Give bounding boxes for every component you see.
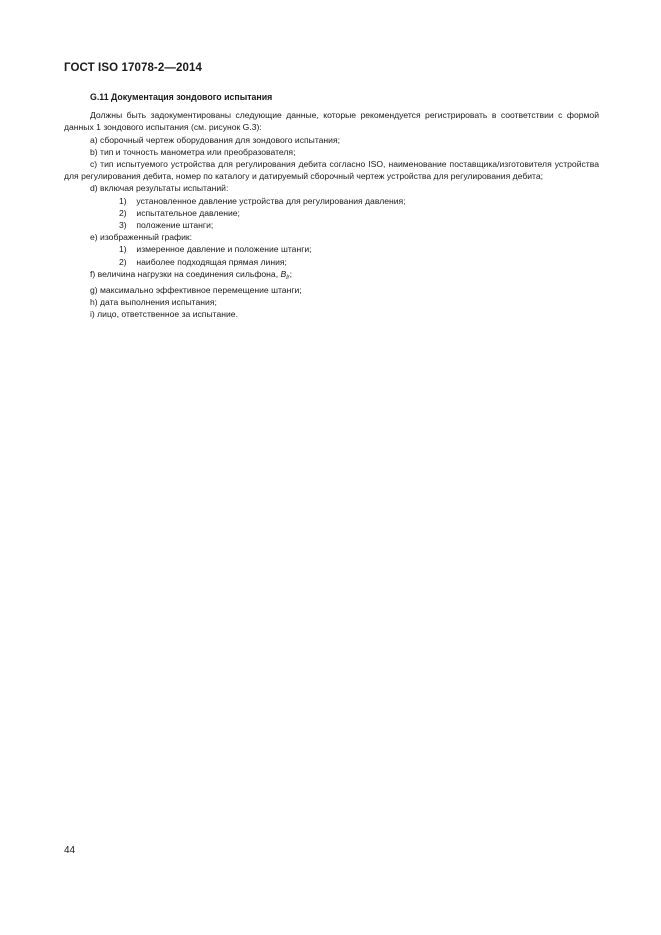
list-item-b: b) тип и точность манометра или преобразователя;	[90, 146, 296, 157]
page-number: 44	[64, 845, 76, 856]
list-item-e: e) изображенный график:	[90, 232, 193, 243]
list-subitem-e2: 2) наиболее подходящая прямая линия;	[119, 256, 287, 267]
section-g11	[64, 91, 599, 321]
list-item-a: a) сборочный чертеж оборудования для зондового испытания;	[90, 134, 341, 145]
list-item-i: i) лицо, ответственное за испытание.	[90, 309, 238, 320]
list-item-d: d) включая результаты испытаний:	[90, 183, 229, 194]
document-header: ГОСТ ISO 17078-2—2014	[64, 62, 202, 74]
bellows-load-subscript: lr	[286, 274, 290, 281]
section-title: G.11 Документация зондового испытания	[90, 92, 273, 102]
list-item-h: h) дата выполнения испытания;	[90, 297, 217, 308]
list-item-c: c) тип испытуемого устройства для регулирования дебита согласно ISO, наименование поставщика/изготовителя устройства для регулирования дебита, номер по каталогу и датируемый сборочный чертеж устройства для регулирования дебита;	[64, 159, 599, 182]
list-subitem-d3: 3) положение штанги;	[119, 220, 214, 231]
list-item-g: g) максимально эффективное перемещение штанги;	[90, 285, 302, 296]
list-subitem-d1: 1) установленное давление устройства для регулирования давления;	[119, 195, 406, 206]
list-subitem-e1: 1) измеренное давление и положение штанги;	[119, 244, 312, 255]
bellows-load-symbol: B	[280, 268, 287, 279]
list-subitem-d2: 2) испытательное давление;	[119, 207, 240, 218]
list-item-f: f) величина нагрузки на соединения сильфона, $B_{lr}$;	[90, 268, 292, 281]
intro-paragraph: Должны быть задокументированы следующие данные, которые рекомендуется регистрировать в соответствии с формой данных 1 зондового испытания (см. рисунок G.3):	[64, 110, 599, 133]
